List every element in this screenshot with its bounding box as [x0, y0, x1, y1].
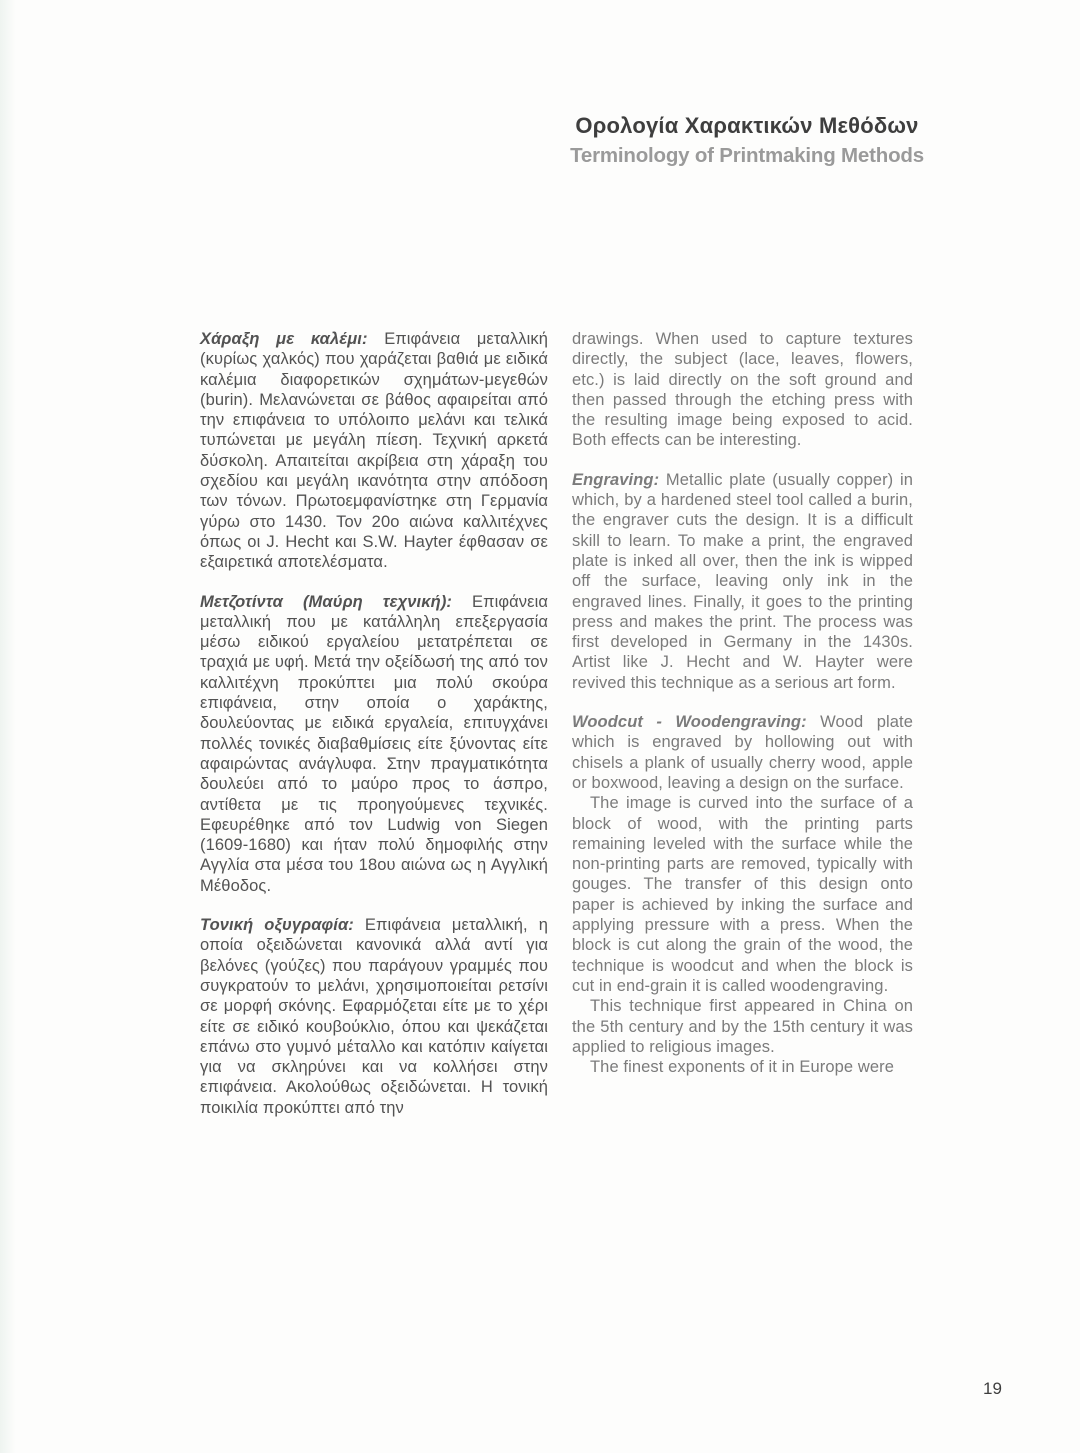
paragraph-engraving — [572, 470, 913, 693]
term-label-metzotinta: Μετζοτίντα (Μαύρη τεχνική): — [200, 592, 453, 611]
term-definition-toniki-oxygrafia: Επιφάνεια μεταλλική, η οποία οξειδώνεται κανονικά αλλά αντί για βελόνες (γούζες) που παράγουν γραμμές που συγκρατούν το μελάνι, χρησιμοποιείται ρετσίνι σε μορφή σκόνης. Εφαρμόζεται είτε με το χέρι είτε σε ειδικό κουβούκλιο, όπου και ψεκάζεται επάνω στο γυμνό μέταλλο και κατόπιν καίγεται για να σκληρύνει και να κολλήσει στην επιφάνεια. Ακολούθως οξειδώνεται. Η τονική ποικιλία προκύπτει από την — [200, 916, 549, 1117]
continuation-text: drawings. When used to capture textures directly, the subject (lace, leaves, flowers, etc.) is laid directly on the soft ground and then passed through the etching press with the resulting image being exposed to acid. Both effects can be interesting. — [572, 330, 913, 450]
page-title-greek: Ορολογία Χαρακτικών Μεθόδων — [575, 113, 919, 138]
page-title-english: Terminology of Printmaking Methods — [570, 144, 924, 167]
term-label-charaxi-me-kalemi: Χάραξη με καλέμι: — [200, 330, 368, 348]
term-definition-woodcut: Wood plate which is engraved by hollowing out with chisels a plank of usually cherry wood, apple or boxwood, leaving a design on the surface. — [572, 713, 914, 792]
term-definition-metzotinta: Επιφάνεια μεταλλική που με κατάλληλη επεξεργασία μέσω ειδικού εργαλείου μετατρέπεται σε τραχιά με υφή. Μετά την οξείδωσή της από τον καλλιτέχνη προκύπτει μια πολύ σκούρα επιφάνεια, στην οποία ο χαράκτης, δουλεύοντας με ειδικά εργαλεία, επιτυγχάνει πολλές τονικές διαβαθμίσεις είτε ξύνοντας είτε αφαιρώντας ανάγλυφα. Στην πραγματικότητα δουλεύει από το μαύρο προς το άσπρο, αντίθετα με τις προηγούμενες τεχνικές. Εφευρέθηκε από τον Ludwig von Siegen (1609-1680) και ήταν πολύ δημοφιλής στην Αγγλία στα μέσα του 18ου αιώνα ως η Αγγλική Μέθοδος. — [200, 592, 548, 895]
term-definition-engraving: Metallic plate (usually copper) in which, by a hardened steel tool called a burin, the engraver cuts the design. It is a difficult skill to learn. To make a print, the engraved plate is inked all over, then the ink is wipped off the surface, leaving only ink in the engraved lines. Finally, it goes to the printing press and makes the print. The process was first developed in Germany in the 1430s. Artist like J. Hecht and W. Hayter were revived this technique as a serious art form. — [572, 470, 914, 692]
paragraph-charaxi-me-kalemi — [200, 329, 548, 573]
term-label-woodcut: Woodcut - Woodengraving: — [572, 713, 807, 732]
page-header — [527, 110, 967, 171]
paragraph-softground-continuation — [572, 329, 913, 451]
page-number: 19 — [983, 1379, 1002, 1398]
paragraph-woodcut-detail-3: The finest exponents of it in Europe were — [590, 1058, 895, 1077]
term-label-engraving: Engraving: — [572, 470, 660, 489]
paragraph-metzotinta — [200, 592, 548, 896]
greek-text-column — [200, 329, 548, 1137]
paragraph-woodcut-detail-1: The image is curved into the surface of a block of wood, with the printing parts remaining leveled with the surface while the non-printing parts are removed, typically with gouges. The transfer of this design onto paper is achieved by inking the surface and applying pressure with a press. When the block is cut along the grain of the wood, the technique is woodcut and when the block is cut in end-grain it is called woodengraving. — [572, 794, 913, 995]
term-definition-charaxi-me-kalemi: Επιφάνεια μεταλλική (κυρίως χαλκός) που χαράζεται βαθιά με ειδικά καλέμια διαφορετικών σχημάτων-μεγεθών (burin). Μελανώνεται σε βάθος αφαιρείται από την επιφάνεια το υπόλοιπο μελάνι και τελικά τυπώνεται με μεγάλη πίεση. Τεχνική αρκετά δύσκολη. Απαιτείται ακρίβεια στη χάραξη του σχεδίου και μεγάλη ικανότητα στην απόδοση των τόνων. Πρωτοεμφανίστηκε στη Γερμανία γύρω στο 1430. Τον 20ο αιώνα καλλιτέχνες όπως οι J. Hecht και S.W. Hayter έφθασαν σε εξαιρετικά αποτελέσματα. — [200, 330, 548, 572]
scan-edge-artifact — [0, 0, 16, 1453]
term-label-toniki-oxygrafia: Τονική οξυγραφία: — [200, 916, 354, 935]
paragraph-woodcut-detail-2: This technique first appeared in China on the 5th century and by the 15th century it was applied to religious images. — [572, 997, 913, 1056]
paragraph-woodcut — [572, 712, 913, 793]
paragraph-toniki-oxygrafia — [200, 915, 548, 1118]
english-text-column — [572, 329, 913, 1077]
